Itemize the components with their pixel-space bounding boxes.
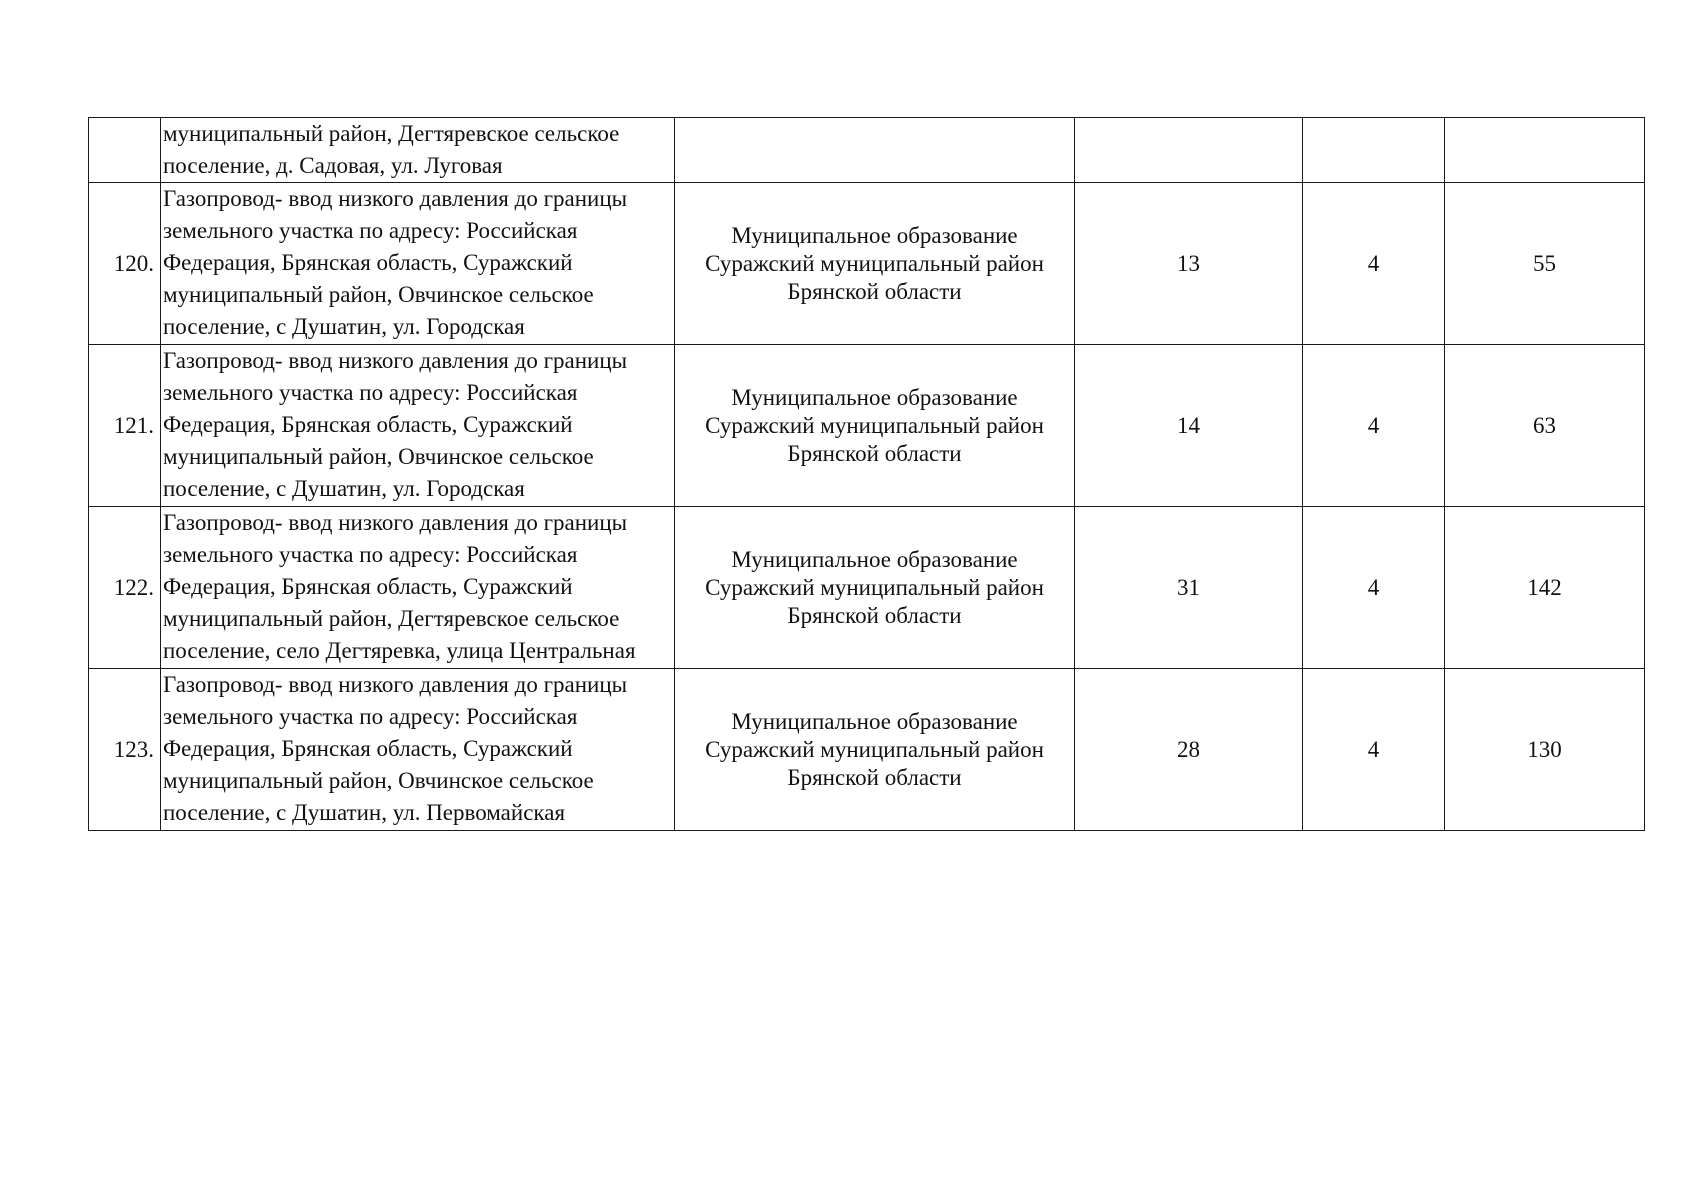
diameter-cell: 4 xyxy=(1303,183,1445,345)
object-description-cell xyxy=(161,669,675,831)
length-cell: 28 xyxy=(1075,669,1303,831)
row-number-cell xyxy=(89,118,161,183)
table-row xyxy=(89,507,1645,669)
object-line: земельного участка по адресу: Российская xyxy=(163,218,578,243)
length-cell: 31 xyxy=(1075,507,1303,669)
diameter-cell xyxy=(1303,118,1445,183)
object-description-cell xyxy=(161,118,675,183)
table-row xyxy=(89,345,1645,507)
area-cell: 55 xyxy=(1445,183,1645,345)
gas-pipeline-table xyxy=(88,117,1645,831)
object-line: Федерация, Брянская область, Суражский xyxy=(163,412,573,437)
table-row xyxy=(89,669,1645,831)
owner-cell xyxy=(675,669,1075,831)
object-line: поселение, село Дегтяревка, улица Центральная xyxy=(163,638,636,663)
diameter-cell: 4 xyxy=(1303,507,1445,669)
diameter-cell: 4 xyxy=(1303,345,1445,507)
object-description-cell xyxy=(161,345,675,507)
area-cell: 130 xyxy=(1445,669,1645,831)
owner-line: Брянской области xyxy=(787,278,962,304)
owner-line: Суражский муниципальный район xyxy=(705,736,1044,762)
object-description-cell xyxy=(161,507,675,669)
object-line: земельного участка по адресу: Российская xyxy=(163,380,578,405)
row-number-cell: 120. xyxy=(89,183,161,345)
owner-cell xyxy=(675,118,1075,183)
object-line: муниципальный район, Дегтяревское сельское xyxy=(163,121,620,146)
owner-line: Суражский муниципальный район xyxy=(705,250,1044,276)
area-cell xyxy=(1445,118,1645,183)
object-line: муниципальный район, Дегтяревское сельское xyxy=(163,606,620,631)
object-line: муниципальный район, Овчинское сельское xyxy=(163,444,594,469)
area-cell: 142 xyxy=(1445,507,1645,669)
object-line: Федерация, Брянская область, Суражский xyxy=(163,574,573,599)
owner-cell xyxy=(675,183,1075,345)
table-row xyxy=(89,183,1645,345)
table-row-continuation xyxy=(89,118,1645,183)
owner-cell xyxy=(675,507,1075,669)
owner-line: Муниципальное образование xyxy=(731,546,1018,572)
owner-line: Брянской области xyxy=(787,440,962,466)
owner-line: Муниципальное образование xyxy=(731,708,1018,734)
owner-line: Суражский муниципальный район xyxy=(705,574,1044,600)
owner-line: Муниципальное образование xyxy=(731,384,1018,410)
owner-cell xyxy=(675,345,1075,507)
object-line: Газопровод- ввод низкого давления до границы xyxy=(163,348,628,373)
object-line: поселение, с Душатин, ул. Городская xyxy=(163,476,525,501)
object-line: Федерация, Брянская область, Суражский xyxy=(163,736,573,761)
object-line: поселение, с Душатин, ул. Городская xyxy=(163,314,525,339)
object-line: поселение, д. Садовая, ул. Луговая xyxy=(163,153,503,178)
owner-line: Брянской области xyxy=(787,602,962,628)
object-line: Газопровод- ввод низкого давления до границы xyxy=(163,186,628,211)
area-cell: 63 xyxy=(1445,345,1645,507)
object-line: Газопровод- ввод низкого давления до границы xyxy=(163,510,628,535)
object-line: земельного участка по адресу: Российская xyxy=(163,704,578,729)
owner-line: Брянской области xyxy=(787,764,962,790)
object-line: поселение, с Душатин, ул. Первомайская xyxy=(163,800,566,825)
object-line: муниципальный район, Овчинское сельское xyxy=(163,282,594,307)
object-line: Федерация, Брянская область, Суражский xyxy=(163,250,573,275)
owner-line: Суражский муниципальный район xyxy=(705,412,1044,438)
object-description-cell xyxy=(161,183,675,345)
length-cell xyxy=(1075,118,1303,183)
length-cell: 14 xyxy=(1075,345,1303,507)
row-number-cell: 121. xyxy=(89,345,161,507)
object-line: земельного участка по адресу: Российская xyxy=(163,542,578,567)
object-line: муниципальный район, Овчинское сельское xyxy=(163,768,594,793)
row-number-cell: 122. xyxy=(89,507,161,669)
row-number-cell: 123. xyxy=(89,669,161,831)
diameter-cell: 4 xyxy=(1303,669,1445,831)
owner-line: Муниципальное образование xyxy=(731,222,1018,248)
length-cell: 13 xyxy=(1075,183,1303,345)
object-line: Газопровод- ввод низкого давления до границы xyxy=(163,672,628,697)
